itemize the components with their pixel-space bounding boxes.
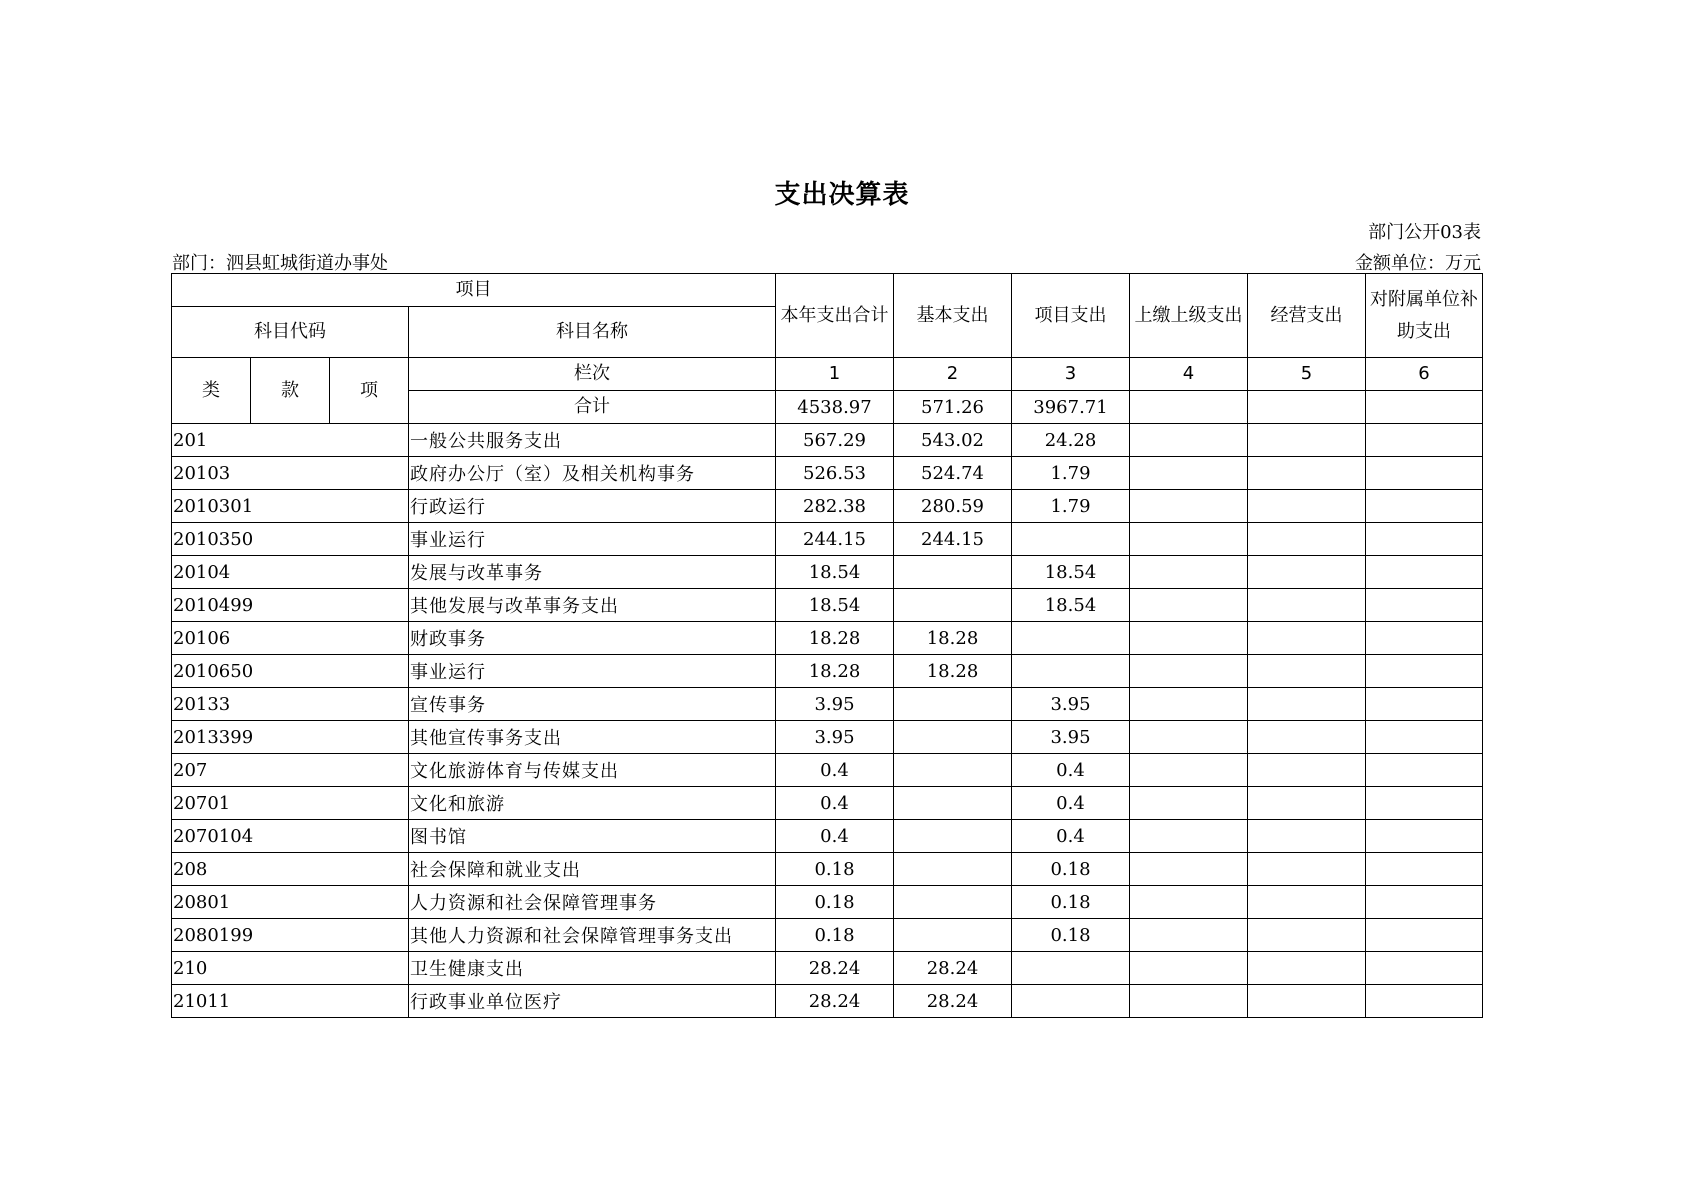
page-title: 支出决算表 [774,180,910,210]
row-col2 [894,688,1012,721]
row-col3: 0.18 [1012,853,1130,886]
row-col6 [1366,787,1483,820]
header-col3: 项目支出 [1012,274,1130,358]
row-col5 [1248,622,1366,655]
col-number-3: 3 [1012,358,1130,391]
table-row [172,820,1483,853]
row-col1: 567.29 [776,424,894,457]
table-row [172,787,1483,820]
row-name: 财政事务 [409,622,776,655]
row-col4 [1130,556,1248,589]
row-col1: 0.4 [776,820,894,853]
row-col6 [1366,424,1483,457]
header-col5: 经营支出 [1248,274,1366,358]
row-col2 [894,853,1012,886]
row-col1: 3.95 [776,688,894,721]
row-code: 21011 [172,985,409,1018]
col-number-4: 4 [1130,358,1248,391]
row-code: 2013399 [172,721,409,754]
row-col4 [1130,523,1248,556]
col-number-6: 6 [1366,358,1483,391]
row-col6 [1366,655,1483,688]
row-col5 [1248,523,1366,556]
row-col2: 524.74 [894,457,1012,490]
row-col1: 28.24 [776,952,894,985]
header-col1: 本年支出合计 [776,274,894,358]
header-col4: 上缴上级支出 [1130,274,1248,358]
header-col2: 基本支出 [894,274,1012,358]
row-col6 [1366,490,1483,523]
row-col2 [894,754,1012,787]
table-row [172,688,1483,721]
row-name: 行政运行 [409,490,776,523]
row-col4 [1130,985,1248,1018]
row-col2 [894,820,1012,853]
row-code: 20701 [172,787,409,820]
row-col3: 18.54 [1012,589,1130,622]
row-code: 2010499 [172,589,409,622]
table-row [172,919,1483,952]
table-row [172,952,1483,985]
row-col4 [1130,622,1248,655]
row-col5 [1248,490,1366,523]
col-number-1: 1 [776,358,894,391]
row-col1: 0.18 [776,886,894,919]
total-col1: 4538.97 [776,391,894,424]
row-col2: 18.28 [894,622,1012,655]
row-code: 210 [172,952,409,985]
row-col3: 3.95 [1012,721,1130,754]
table-row [172,556,1483,589]
row-col3 [1012,985,1130,1018]
row-col3 [1012,952,1130,985]
department-label: 部门：泗县虹城街道办事处 [172,253,388,274]
header-kuan: 款 [251,358,330,424]
row-col3: 1.79 [1012,457,1130,490]
row-col2: 280.59 [894,490,1012,523]
row-col1: 0.18 [776,853,894,886]
row-col6 [1366,754,1483,787]
row-col2 [894,919,1012,952]
row-col2: 18.28 [894,655,1012,688]
header-name: 科目名称 [409,307,776,358]
row-col1: 0.18 [776,919,894,952]
row-name: 文化和旅游 [409,787,776,820]
row-col1: 18.28 [776,622,894,655]
row-col6 [1366,985,1483,1018]
row-col1: 0.4 [776,754,894,787]
row-name: 其他人力资源和社会保障管理事务支出 [409,919,776,952]
total-col5 [1248,391,1366,424]
row-col2 [894,721,1012,754]
row-col5 [1248,424,1366,457]
row-col4 [1130,919,1248,952]
row-code: 207 [172,754,409,787]
row-col5 [1248,688,1366,721]
row-col5 [1248,919,1366,952]
row-col4 [1130,457,1248,490]
row-col5 [1248,556,1366,589]
row-col2 [894,886,1012,919]
row-col5 [1248,820,1366,853]
row-col3 [1012,523,1130,556]
row-col2: 543.02 [894,424,1012,457]
row-col1: 0.4 [776,787,894,820]
row-name: 其他发展与改革事务支出 [409,589,776,622]
row-code: 201 [172,424,409,457]
row-col5 [1248,853,1366,886]
total-label: 合计 [409,391,776,424]
row-col5 [1248,655,1366,688]
row-name: 事业运行 [409,655,776,688]
row-col2: 28.24 [894,985,1012,1018]
row-col6 [1366,457,1483,490]
row-name: 卫生健康支出 [409,952,776,985]
row-col1: 3.95 [776,721,894,754]
row-col5 [1248,754,1366,787]
row-col6 [1366,820,1483,853]
table-row [172,985,1483,1018]
row-col4 [1130,424,1248,457]
row-col1: 18.54 [776,589,894,622]
row-col6 [1366,556,1483,589]
col-number-5: 5 [1248,358,1366,391]
table-row [172,490,1483,523]
row-col4 [1130,721,1248,754]
table-row [172,457,1483,490]
row-col1: 28.24 [776,985,894,1018]
row-code: 2010301 [172,490,409,523]
row-col3: 24.28 [1012,424,1130,457]
row-name: 文化旅游体育与传媒支出 [409,754,776,787]
row-col2 [894,787,1012,820]
table-tag: 部门公开03表 [1368,222,1481,243]
row-col6 [1366,952,1483,985]
row-col6 [1366,886,1483,919]
row-col3: 1.79 [1012,490,1130,523]
row-col6 [1366,919,1483,952]
row-name: 发展与改革事务 [409,556,776,589]
row-col4 [1130,820,1248,853]
row-col5 [1248,985,1366,1018]
header-lanci: 栏次 [409,358,776,391]
row-col6 [1366,721,1483,754]
row-col4 [1130,589,1248,622]
row-col5 [1248,787,1366,820]
row-code: 20106 [172,622,409,655]
row-col6 [1366,622,1483,655]
row-col5 [1248,952,1366,985]
row-col1: 244.15 [776,523,894,556]
total-col4 [1130,391,1248,424]
row-col4 [1130,655,1248,688]
row-col4 [1130,853,1248,886]
row-col3 [1012,622,1130,655]
row-col4 [1130,754,1248,787]
row-name: 事业运行 [409,523,776,556]
unit-label: 金额单位：万元 [1355,253,1481,274]
row-name: 人力资源和社会保障管理事务 [409,886,776,919]
row-code: 2070104 [172,820,409,853]
row-name: 行政事业单位医疗 [409,985,776,1018]
row-name: 图书馆 [409,820,776,853]
row-col3: 0.4 [1012,787,1130,820]
row-code: 20103 [172,457,409,490]
row-col3 [1012,655,1130,688]
table-row [172,622,1483,655]
total-col3: 3967.71 [1012,391,1130,424]
row-col4 [1130,886,1248,919]
row-code: 2080199 [172,919,409,952]
row-col3: 0.4 [1012,754,1130,787]
table-row [172,754,1483,787]
row-col6 [1366,523,1483,556]
row-col2 [894,556,1012,589]
row-col4 [1130,490,1248,523]
header-col6: 对附属单位补助支出 [1366,274,1483,358]
table-row [172,589,1483,622]
row-col2: 28.24 [894,952,1012,985]
row-col5 [1248,457,1366,490]
row-col1: 18.28 [776,655,894,688]
row-name: 一般公共服务支出 [409,424,776,457]
row-col2: 244.15 [894,523,1012,556]
row-col1: 526.53 [776,457,894,490]
table-row [172,853,1483,886]
row-name: 政府办公厅（室）及相关机构事务 [409,457,776,490]
row-code: 20104 [172,556,409,589]
row-col3: 18.54 [1012,556,1130,589]
table-row [172,523,1483,556]
row-col6 [1366,688,1483,721]
row-col4 [1130,952,1248,985]
total-col2: 571.26 [894,391,1012,424]
row-col3: 0.18 [1012,919,1130,952]
row-code: 20133 [172,688,409,721]
expenditure-table [171,273,1483,1018]
row-col1: 18.54 [776,556,894,589]
total-col6 [1366,391,1483,424]
row-code: 208 [172,853,409,886]
row-col3: 0.18 [1012,886,1130,919]
table-row [172,886,1483,919]
row-col1: 282.38 [776,490,894,523]
row-col3: 3.95 [1012,688,1130,721]
table-row [172,721,1483,754]
row-code: 2010650 [172,655,409,688]
row-col6 [1366,853,1483,886]
header-project: 项目 [172,274,776,307]
row-col4 [1130,688,1248,721]
col-number-2: 2 [894,358,1012,391]
row-code: 20801 [172,886,409,919]
header-code: 科目代码 [172,307,409,358]
row-col3: 0.4 [1012,820,1130,853]
row-col4 [1130,787,1248,820]
header-xiang: 项 [330,358,409,424]
table-row [172,655,1483,688]
row-name: 其他宣传事务支出 [409,721,776,754]
row-col6 [1366,589,1483,622]
row-name: 宣传事务 [409,688,776,721]
row-col5 [1248,721,1366,754]
row-name: 社会保障和就业支出 [409,853,776,886]
row-col5 [1248,589,1366,622]
row-col2 [894,589,1012,622]
header-lei: 类 [172,358,251,424]
row-col5 [1248,886,1366,919]
table-row [172,424,1483,457]
row-code: 2010350 [172,523,409,556]
